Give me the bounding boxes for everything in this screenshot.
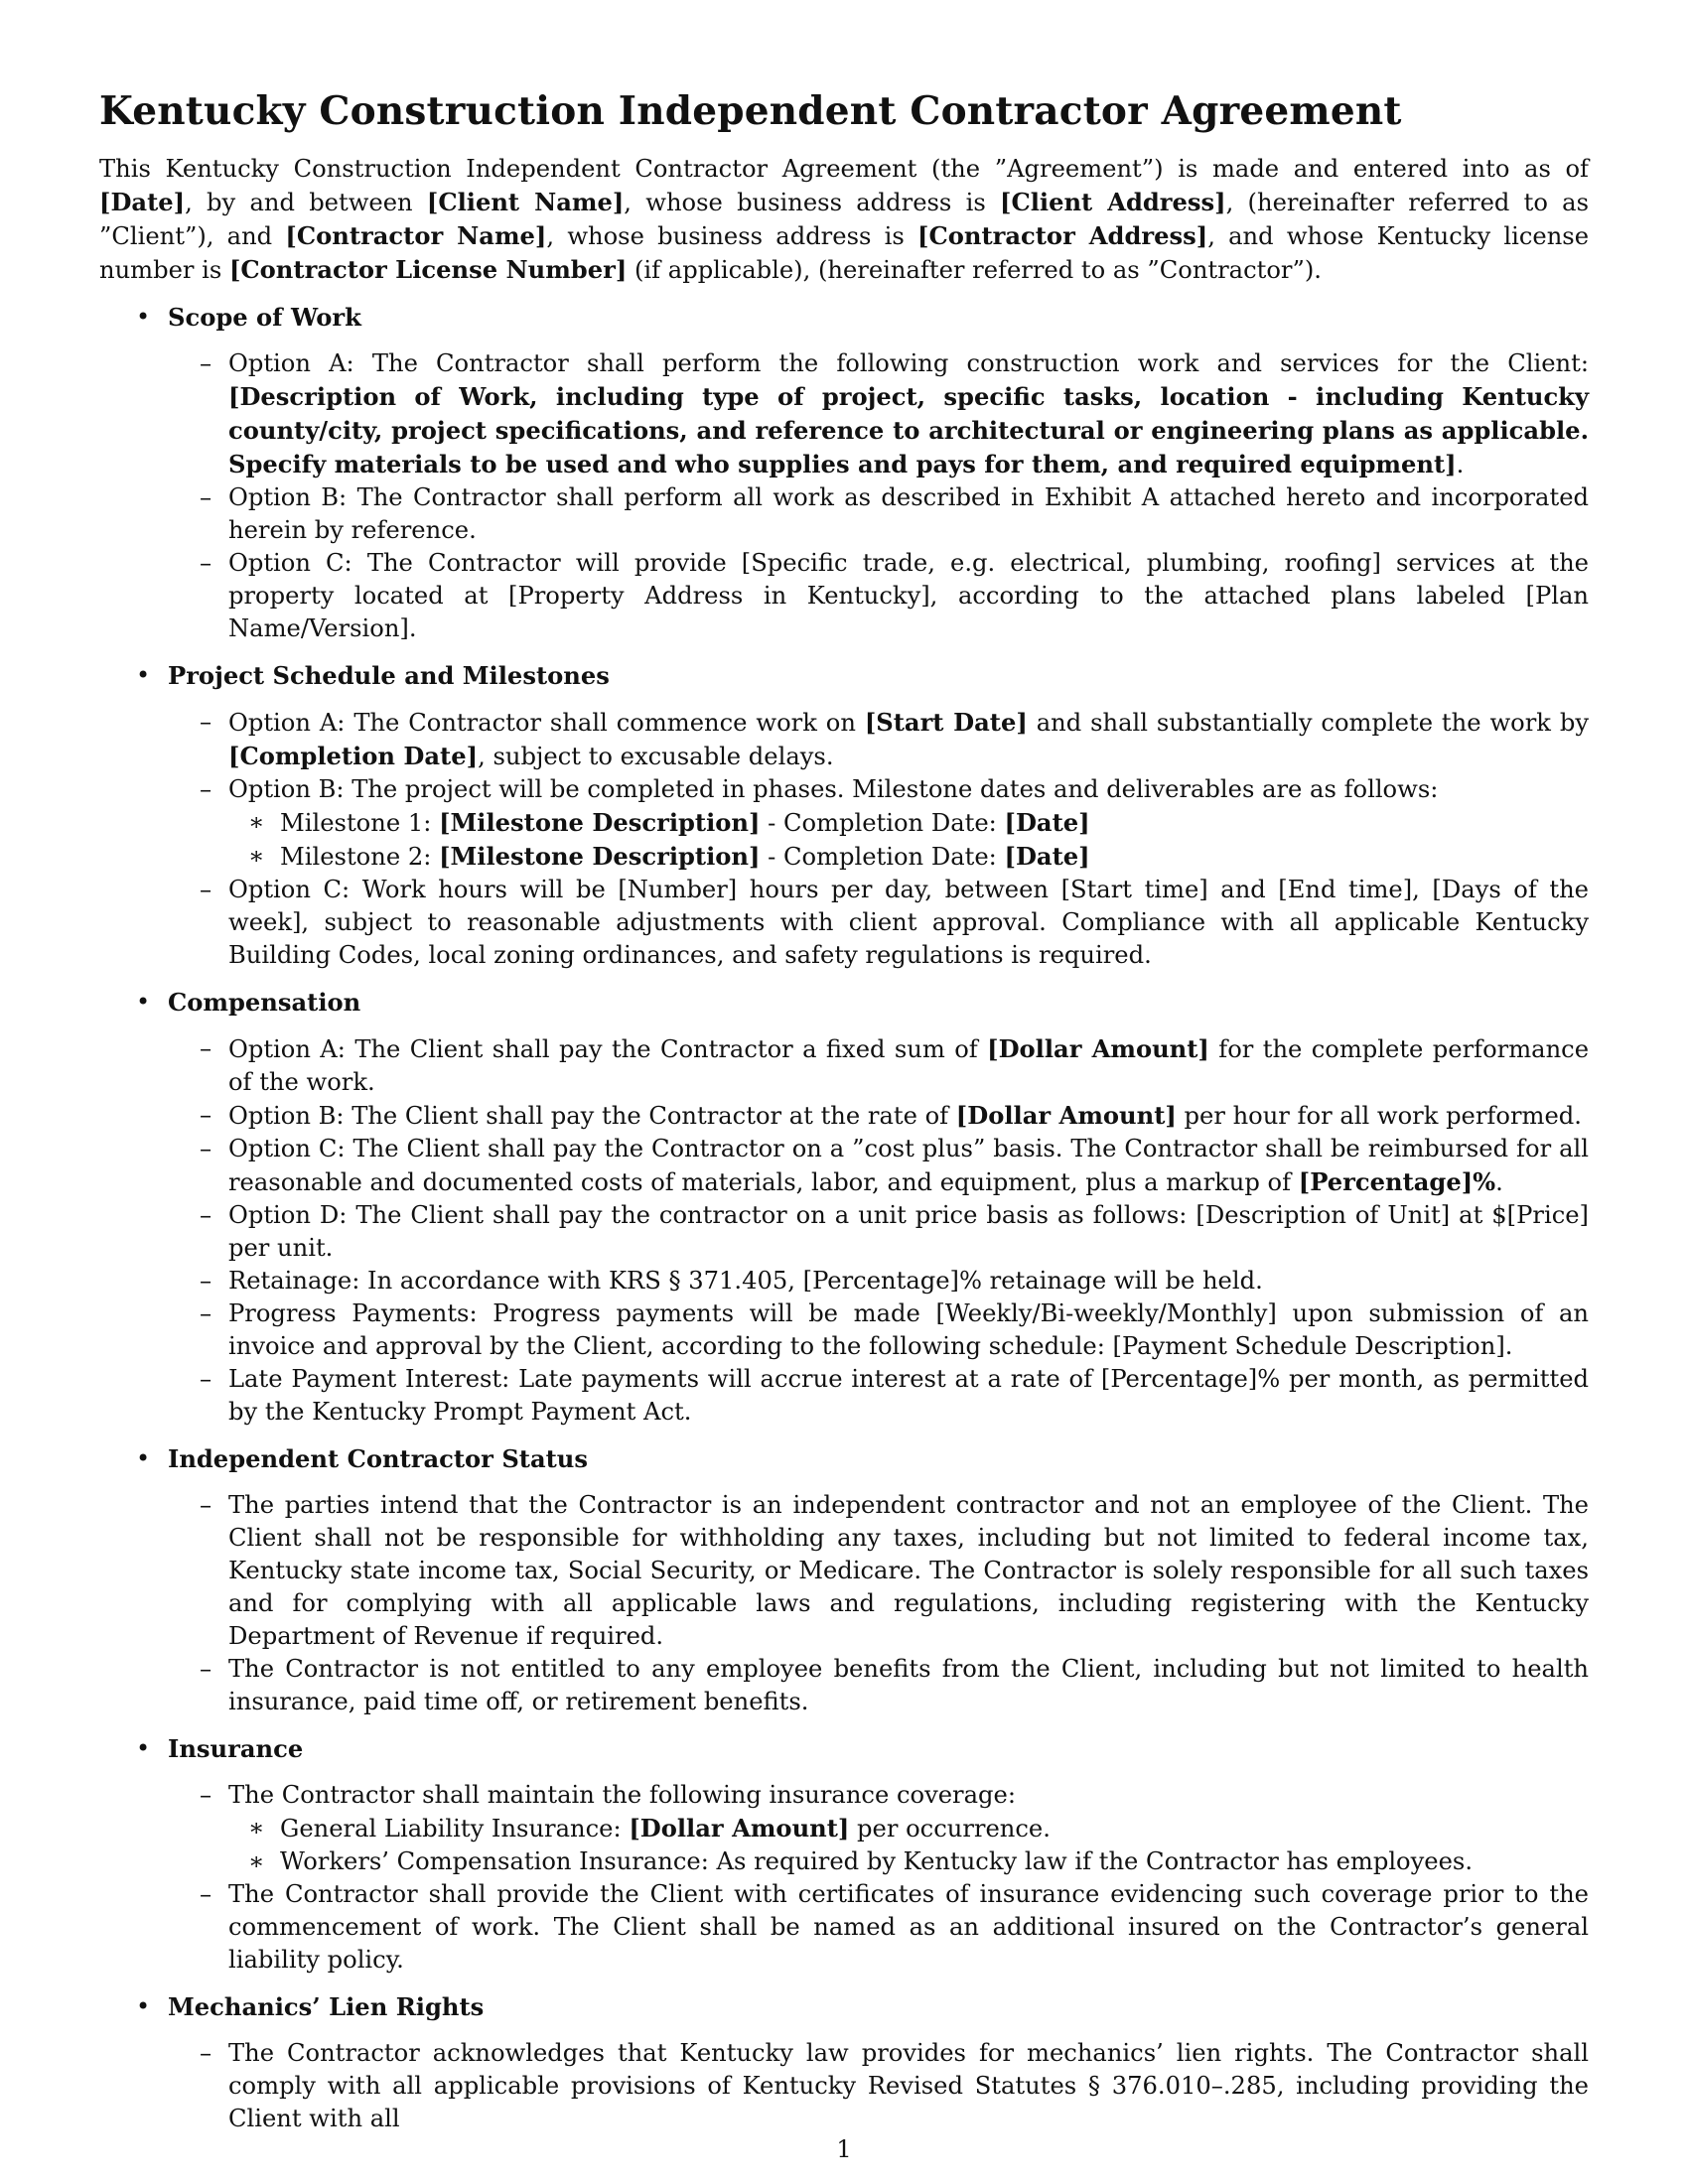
dash-bullet-icon: – xyxy=(200,775,212,803)
dash-bullet-icon: – xyxy=(200,1655,212,1683)
option-text xyxy=(228,549,1589,642)
option-item xyxy=(168,1779,1589,1878)
bold-placeholder: [Contractor Address] xyxy=(917,221,1208,250)
sub-item-list xyxy=(228,1812,1589,1878)
option-item xyxy=(168,1297,1589,1363)
bold-placeholder: [Milestone Description] xyxy=(439,842,761,871)
section-title: Mechanics’ Lien Rights xyxy=(168,1992,485,2021)
section xyxy=(99,301,1589,645)
option-list xyxy=(168,706,1589,972)
text-run: (if applicable), (hereinafter referred to as ”Contractor”). xyxy=(627,256,1322,284)
bold-placeholder: [Dollar Amount] xyxy=(955,1101,1177,1130)
option-list xyxy=(168,1779,1589,1977)
bold-placeholder: [Completion Date] xyxy=(228,742,479,770)
bold-placeholder: [Dollar Amount] xyxy=(629,1814,850,1843)
text-run: Milestone 1: xyxy=(280,809,440,837)
dash-bullet-icon: – xyxy=(200,483,212,511)
text-run: Option B: The Client shall pay the Contractor at the rate of xyxy=(228,1102,956,1130)
sub-item-text xyxy=(280,809,1090,837)
option-list xyxy=(168,2037,1589,2135)
bold-placeholder: [Client Name] xyxy=(426,188,625,216)
option-text xyxy=(228,1135,1589,1196)
option-text xyxy=(228,1781,1016,1809)
text-run: Option A: The Contractor shall perform the following construction work and services for the Client: xyxy=(228,349,1589,377)
sub-item-list xyxy=(228,806,1589,874)
text-run: The Contractor shall maintain the following insurance coverage: xyxy=(228,1781,1016,1809)
bold-placeholder: [Percentage]% xyxy=(1298,1167,1496,1196)
dash-bullet-icon: – xyxy=(200,708,212,736)
section-title: Independent Contractor Status xyxy=(168,1444,589,1473)
sub-item-text xyxy=(280,1815,1051,1843)
bold-placeholder: [Description of Work, including type of project, specific tasks, location - including Kentucky county/city, project specifications, and reference to architectural or engineering plans as applicable. Specify materials to be used and who supplies and pays for them, and required equipment] xyxy=(228,382,1589,478)
text-run: General Liability Insurance: xyxy=(280,1815,630,1843)
text-run: for the complete performance of the work. xyxy=(228,1035,1590,1096)
option-item xyxy=(168,1099,1589,1133)
section xyxy=(99,1442,1589,1718)
text-run: , and whose Kentucky license number is xyxy=(99,222,1590,284)
section xyxy=(99,1990,1589,2135)
sub-item xyxy=(228,1845,1589,1878)
option-item xyxy=(168,1133,1589,1199)
bold-placeholder: [Contractor License Number] xyxy=(228,255,628,284)
dash-bullet-icon: – xyxy=(200,1365,212,1393)
section-title: Compensation xyxy=(168,988,361,1017)
text-run: Option C: The Contractor will provide [Specific trade, e.g. electrical, plumbing, roofing] services at the property located at [Property Address in Kentucky], according to the attached plans labeled [Plan Name/Version]. xyxy=(228,549,1589,642)
bold-placeholder: [Date] xyxy=(99,188,186,216)
text-run: Workers’ Compensation Insurance: As required by Kentucky law if the Contractor has employees. xyxy=(280,1847,1474,1875)
text-run: The Contractor shall provide the Client with certificates of insurance evidencing such coverage prior to the commencement of work. The Client shall be named as an additional insured on the Contractor’s general liability policy. xyxy=(228,1880,1589,1974)
option-text xyxy=(228,1201,1589,1262)
option-item xyxy=(168,2037,1589,2135)
text-run: This Kentucky Construction Independent Contractor Agreement (the ”Agreement”) is made and entered into as of xyxy=(99,155,1589,183)
asterisk-bullet-icon: ∗ xyxy=(248,808,265,836)
dash-bullet-icon: – xyxy=(200,1034,212,1062)
dash-bullet-icon: – xyxy=(200,1135,212,1162)
option-text xyxy=(228,1035,1589,1096)
text-run: , (hereinafter referred to as ”Client”), and xyxy=(99,189,1589,250)
option-item xyxy=(168,1363,1589,1429)
text-run: Option A: The Contractor shall commence work on xyxy=(228,709,865,737)
option-text xyxy=(228,1299,1589,1360)
option-item xyxy=(168,547,1589,645)
dash-bullet-icon: – xyxy=(200,1880,212,1908)
sub-item xyxy=(228,1812,1589,1845)
option-item xyxy=(168,706,1589,773)
option-text xyxy=(228,1491,1589,1650)
text-run: The Contractor acknowledges that Kentucky law provides for mechanics’ lien rights. The Contractor shall comply with all applicable provisions of Kentucky Revised Statutes § 376.010–.285, including providing the Client with all xyxy=(228,2039,1589,2132)
option-text xyxy=(228,483,1589,544)
text-run: per occurrence. xyxy=(849,1815,1051,1843)
text-run: The parties intend that the Contractor is an independent contractor and not an employee of the Client. The Client shall not be responsible for withholding any taxes, including but not limited to federal income tax, Kentucky state income tax, Social Security, or Medicare. The Contractor is solely responsible for all such taxes and for complying with all applicable laws and regulations, including registering with the Kentucky Department of Revenue if required. xyxy=(228,1491,1589,1650)
bold-placeholder: [Date] xyxy=(1004,842,1090,871)
option-text xyxy=(228,1102,1582,1130)
bullet-icon: • xyxy=(136,1734,151,1762)
sub-item xyxy=(228,806,1589,840)
dash-bullet-icon: – xyxy=(200,1491,212,1519)
bold-placeholder: [Date] xyxy=(1004,808,1090,837)
text-run: Option C: The Client shall pay the Contractor on a ”cost plus” basis. The Contractor shall be reimbursed for all reasonable and documented costs of materials, labor, and equipment, plus a markup of xyxy=(228,1135,1589,1196)
page-number: 1 xyxy=(836,2135,852,2163)
option-item xyxy=(168,1032,1589,1099)
option-item xyxy=(168,481,1589,547)
option-item xyxy=(168,874,1589,972)
bullet-icon: • xyxy=(136,1444,151,1472)
section-title: Scope of Work xyxy=(168,303,361,332)
text-run: , subject to excusable delays. xyxy=(478,743,834,770)
text-run: per hour for all work performed. xyxy=(1176,1102,1582,1130)
dash-bullet-icon: – xyxy=(200,1267,212,1295)
bold-placeholder: [Dollar Amount] xyxy=(987,1034,1209,1063)
sub-item-text xyxy=(280,843,1090,871)
text-run: and shall substantially complete the work by xyxy=(1027,709,1589,737)
option-list xyxy=(168,1032,1589,1429)
option-text xyxy=(228,876,1589,969)
text-run: , whose business address is xyxy=(546,222,918,250)
option-item xyxy=(168,1653,1589,1718)
bullet-icon: • xyxy=(136,1992,151,2020)
bold-placeholder: [Milestone Description] xyxy=(439,808,761,837)
section-title: Project Schedule and Milestones xyxy=(168,661,610,690)
text-run: The Contractor is not entitled to any employee benefits from the Client, including but not limited to health insurance, paid time off, or retirement benefits. xyxy=(228,1655,1589,1715)
option-item xyxy=(168,347,1589,481)
option-text xyxy=(228,1880,1589,1974)
text-run: - Completion Date: xyxy=(760,809,1005,837)
option-list xyxy=(168,347,1589,645)
sub-item-text xyxy=(280,1847,1473,1875)
text-run: , by and between xyxy=(185,189,427,216)
option-item xyxy=(168,1489,1589,1653)
text-run: - Completion Date: xyxy=(760,843,1005,871)
text-run: , whose business address is xyxy=(624,189,1000,216)
asterisk-bullet-icon: ∗ xyxy=(248,842,265,870)
section xyxy=(99,659,1589,972)
option-list xyxy=(168,1489,1589,1718)
text-run: Option C: Work hours will be [Number] hours per day, between [Start time] and [End time], [Days of the week], subject to reasonable adjustments with client approval. Compliance with all applicable Kentucky Building Codes, local zoning ordinances, and safety regulations is required. xyxy=(228,876,1589,969)
asterisk-bullet-icon: ∗ xyxy=(248,1814,265,1842)
option-item xyxy=(168,773,1589,874)
dash-bullet-icon: – xyxy=(200,549,212,577)
text-run: Option A: The Client shall pay the Contractor a fixed sum of xyxy=(228,1035,988,1063)
bullet-icon: • xyxy=(136,661,151,689)
asterisk-bullet-icon: ∗ xyxy=(248,1847,265,1875)
section xyxy=(99,1732,1589,1977)
text-run: Retainage: In accordance with KRS § 371.405, [Percentage]% retainage will be held. xyxy=(228,1267,1263,1295)
bold-placeholder: [Client Address] xyxy=(1000,188,1226,216)
option-text xyxy=(228,1655,1589,1715)
section-title: Insurance xyxy=(168,1734,304,1763)
text-run: . xyxy=(1495,1168,1503,1196)
intro-paragraph xyxy=(99,153,1589,287)
option-text xyxy=(228,2039,1589,2132)
bold-placeholder: [Start Date] xyxy=(864,708,1028,737)
section-list xyxy=(99,301,1589,2135)
bullet-icon: • xyxy=(136,988,151,1016)
text-run: Milestone 2: xyxy=(280,843,440,871)
text-run: Progress Payments: Progress payments will be made [Weekly/Bi-weekly/Monthly] upon submission of an invoice and approval by the Client, according to the following schedule: [Payment Schedule Description]. xyxy=(228,1299,1589,1360)
text-run: Late Payment Interest: Late payments will accrue interest at a rate of [Percentage]% per month, as permitted by the Kentucky Prompt Payment Act. xyxy=(228,1365,1589,1426)
dash-bullet-icon: – xyxy=(200,876,212,903)
option-item xyxy=(168,1878,1589,1977)
dash-bullet-icon: – xyxy=(200,1201,212,1229)
text-run: Option B: The project will be completed in phases. Milestone dates and deliverables are as follows: xyxy=(228,775,1439,803)
option-text xyxy=(228,709,1589,770)
option-item xyxy=(168,1199,1589,1265)
option-text xyxy=(228,1267,1263,1295)
dash-bullet-icon: – xyxy=(200,1299,212,1327)
document-page xyxy=(99,85,1589,2149)
dash-bullet-icon: – xyxy=(200,349,212,377)
bold-placeholder: [Contractor Name] xyxy=(285,221,547,250)
sub-item xyxy=(228,840,1589,874)
section xyxy=(99,986,1589,1429)
dash-bullet-icon: – xyxy=(200,1101,212,1129)
text-run: Option D: The Client shall pay the contractor on a unit price basis as follows: [Description of Unit] at $[Price] per unit. xyxy=(228,1201,1589,1262)
dash-bullet-icon: – xyxy=(200,1781,212,1809)
dash-bullet-icon: – xyxy=(200,2039,212,2067)
text-run: Option B: The Contractor shall perform all work as described in Exhibit A attached hereto and incorporated herein by reference. xyxy=(228,483,1589,544)
option-item xyxy=(168,1265,1589,1297)
text-run: . xyxy=(1456,451,1465,478)
option-text xyxy=(228,349,1589,478)
option-text xyxy=(228,775,1438,803)
bullet-icon: • xyxy=(136,303,151,331)
option-text xyxy=(228,1365,1589,1426)
document-title: Kentucky Construction Independent Contractor Agreement xyxy=(99,88,1402,134)
